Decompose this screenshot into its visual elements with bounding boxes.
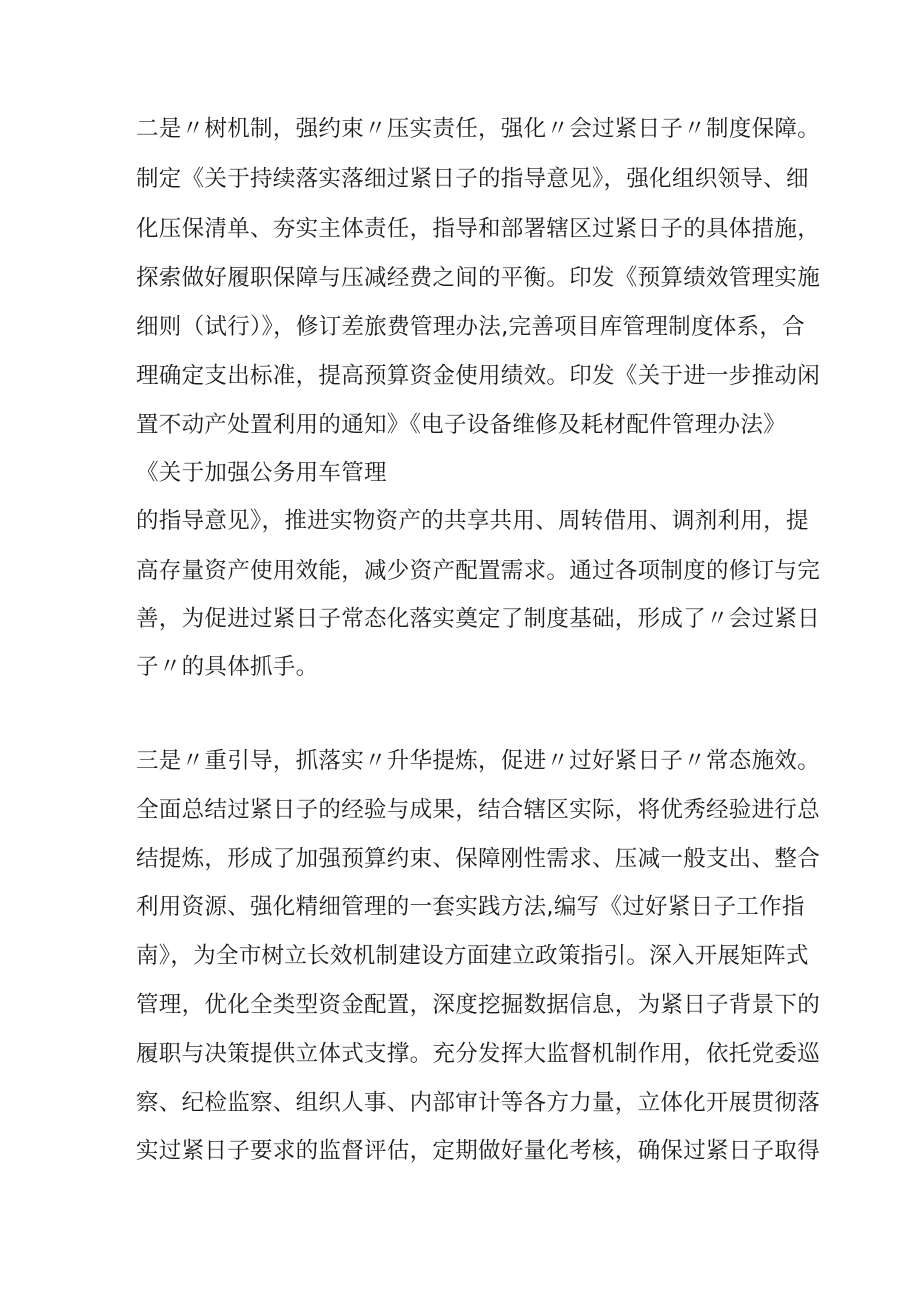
paragraph-line: 善，为促进过紧日子常态化落实奠定了制度基础，形成了〃会过紧日 <box>136 606 821 632</box>
paragraph-line: 子〃的具体抓手。 <box>136 654 319 680</box>
paragraph-line: 全面总结过紧日子的经验与成果，结合辖区实际，将优秀经验进行总 <box>136 797 821 823</box>
paragraph-line: 《关于加强公务用车管理 <box>136 460 387 486</box>
paragraph-line: 置不动产处置利用的通知》《电子设备维修及耗材配件管理办法》 <box>136 412 786 438</box>
paragraph-line: 履职与决策提供立体式支撑。充分发挥大监督机制作用，依托党委巡 <box>136 1041 821 1067</box>
paragraph-line: 高存量资产使用效能，减少资产配置需求。通过各项制度的修订与完 <box>136 558 821 584</box>
paragraph-line: 的指导意见》，推进实物资产的共享共用、周转借用、调剂利用，提 <box>136 508 809 534</box>
paragraph-line: 察、纪检监察、组织人事、内部审计等各方力量，立体化开展贯彻落 <box>136 1090 821 1116</box>
paragraph-line: 理确定支出标准，提高预算资金使用绩效。印发《关于进一步推动闲 <box>136 363 821 389</box>
paragraph-line: 二是〃树机制，强约束〃压实责任，强化〃会过紧日子〃制度保障。 <box>136 116 821 142</box>
paragraph-line: 制定《关于持续落实落细过紧日子的指导意见》，强化组织领导、细 <box>136 166 809 192</box>
paragraph-line: 结提炼，形成了加强预算约束、保障刚性需求、压减一般支出、整合 <box>136 846 821 872</box>
paragraph-line: 细则（试行）》，修订差旅费管理办法,完善项目库管理制度体系，合 <box>136 314 805 340</box>
paragraph-line: 化压保清单、夯实主体责任，指导和部署辖区过紧日子的具体措施， <box>136 216 821 242</box>
paragraph-line: 探索做好履职保障与压减经费之间的平衡。印发《预算绩效管理实施 <box>136 265 821 291</box>
paragraph-line: 实过紧日子要求的监督评估，定期做好量化考核，确保过紧日子取得 <box>136 1138 821 1164</box>
paragraph-line: 管理，优化全类型资金配置，深度挖掘数据信息，为紧日子背景下的 <box>136 992 821 1018</box>
paragraph-line: 三是〃重引导，抓落实〃升华提炼，促进〃过好紧日子〃常态施效。 <box>136 748 821 774</box>
paragraph-line: 利用资源、强化精细管理的一套实践方法,编写《过好紧日子工作指 <box>136 894 805 920</box>
paragraph-line: 南》，为全市树立长效机制建设方面建立政策指引。深入开展矩阵式 <box>136 943 809 969</box>
